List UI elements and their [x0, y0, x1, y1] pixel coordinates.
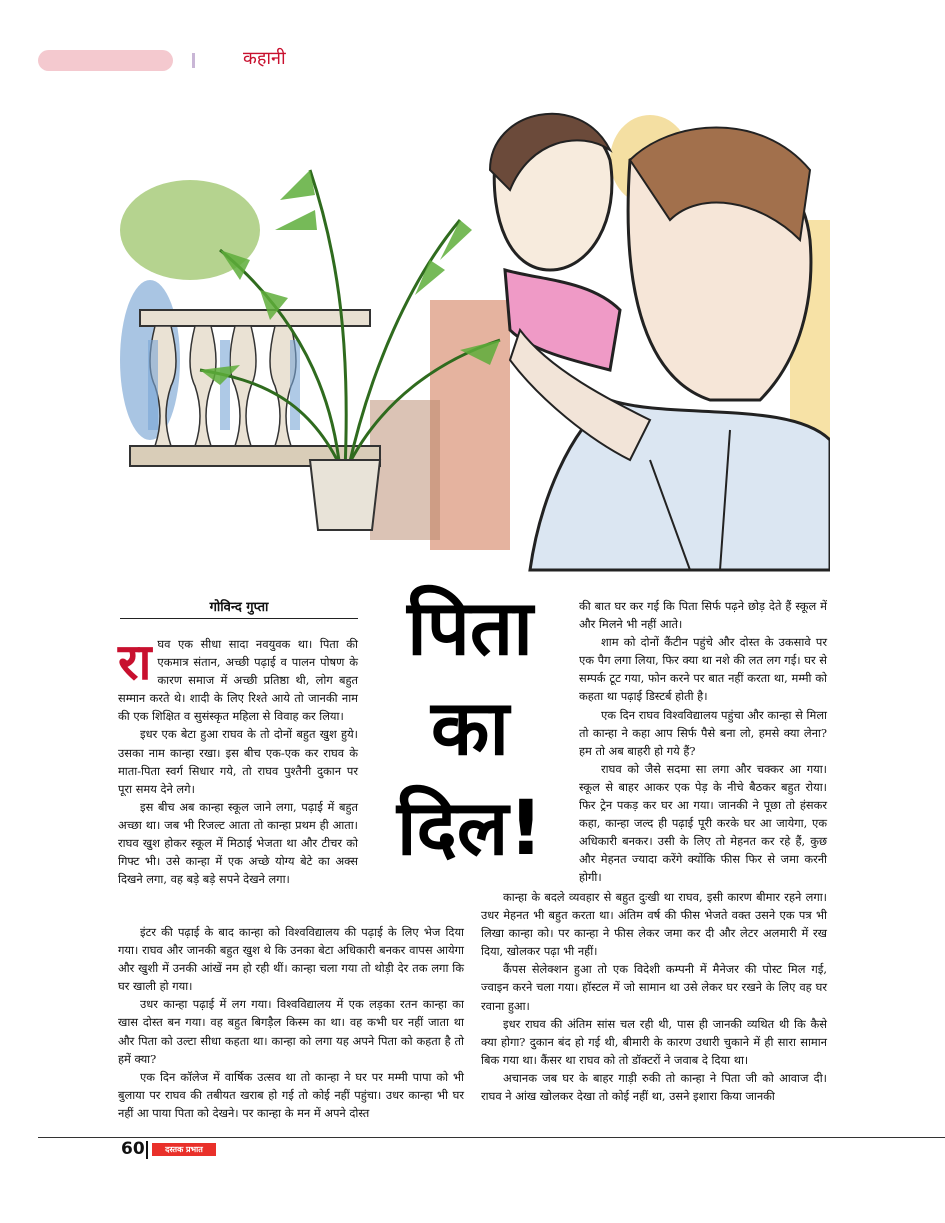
paragraph: इस बीच अब कान्हा स्कूल जाने लगा, पढ़ाई में बहुत अच्छा था। जब भी रिजल्ट आता तो कान्हा प्रथम ही आता। राघव खुश होकर स्कूल में मिठाई भेजता था और टीचर को गिफ्ट भी। उसे कान्हा में एक अच्छे योग्य बेटे का अक्स दिखने लगा, वह बड़े बड़े सपने देखने लगा। — [118, 799, 358, 887]
section-label: कहानी — [243, 48, 286, 69]
paragraph: राघव को जैसे सदमा सा लगा और चक्कर आ गया। स्कूल से बाहर आकर एक पेड़ के नीचे बैठकर बहुत रोया। फिर ट्रेन पकड़ कर घर आ गया। जानकी ने पूछा तो हंसकर कहा, कान्हा जल्द ही पढ़ाई पूरी करके घर आ जायेगा, एक अधिकारी बनकर। उसी के लिए तो मेहनत कर रहे हैं, कुछ और मेहनत ज्यादा करेंगे क्योंकि फीस फिर से जमा करनी होगी। — [579, 761, 827, 885]
column-right-top — [579, 597, 827, 887]
footer-separator — [146, 1141, 148, 1159]
paragraph: कैंपस सेलेक्शन हुआ तो एक विदेशी कम्पनी में मैनेजर की पोस्ट मिल गई, ज्वाइन करने चला गया। हॉस्टल में जो सामान था उसे लेकर घर रखने के लिए वह घर रवाना हुआ। — [481, 962, 827, 1013]
paragraph: की बात घर कर गई कि पिता सिर्फ पढ़ने छोड़ देते हैं स्कूल में और मिलने भी नहीं आते। — [579, 599, 827, 632]
paragraph: इधर राघव की अंतिम सांस चल रही थी, पास ही जानकी व्यथित थी कि कैसे क्या होगा? दुकान बंद हो गई थी, बीमारी के कारण उधारी चुकाने में ही सारा सामान बिक गया था। कैंसर था राघव को तो डॉक्टरों ने जवाब दे दिया था। — [481, 1016, 827, 1067]
paragraph: घव एक सीधा सादा नवयुवक था। पिता की एकमात्र संतान, अच्छी पढ़ाई व पालन पोषण के कारण समाज में अच्छी प्रतिष्ठा थी, लोग बहुत सम्मान करते थे। शादी के लिए रिश्ते आये तो जानकी नाम की एक शिक्षित व सुसंस्कृत महिला से विवाह कर लिया। — [118, 637, 358, 724]
paragraph: उधर कान्हा पढ़ाई में लग गया। विश्वविद्यालय में एक लड़का रतन कान्हा का खास दोस्त बन गया। वह बहुत बिगड़ैल किस्म का था। वह कभी घर नहीं जाता था और पिता को उल्टा सीधा कहता था। कान्हा को लगा यह अपने पिता को कहता है तो हमें क्या? — [118, 997, 464, 1066]
paragraph: अचानक जब घर के बाहर गाड़ी रुकी तो कान्हा ने पिता जी को आवाज दी। राघव ने आंख खोलकर देखा तो कोई नहीं था, उसने इशारा किया जानकी — [481, 1070, 827, 1104]
column-right-bottom — [481, 888, 827, 1105]
header-divider — [192, 53, 195, 68]
title-line-1: पिता — [407, 583, 533, 672]
paragraph: शाम को दोनों कैंटीन पहुंचे और दोस्त के उकसावे पर एक पैग लगा लिया, फिर क्या था नशे की लत लग गई। घर से सम्पर्क टूट गया, फोन करने पर बात नहीं करता था, मम्मी को कहता था पढ़ाई डिस्टर्ब होती है। — [579, 635, 827, 704]
header-pill — [38, 50, 173, 71]
brand-logo: दस्तक प्रभात — [152, 1143, 216, 1156]
page-number: 60 — [121, 1139, 145, 1159]
story-title — [385, 578, 555, 878]
drop-cap: रा — [118, 633, 152, 691]
author-name: गोविन्द गुप्ता — [120, 597, 358, 619]
title-line-2: का — [430, 683, 510, 772]
paragraph: एक दिन कॉलेज में वार्षिक उत्सव था तो कान्हा ने घर पर मम्मी पापा को भी बुलाया पर राघव की तबीयत खराब हो गई तो कोई नहीं पहुंचा। उधर कान्हा भी घर नहीं आ पाया पिता को देखने। पर कान्हा के मन में अपने दोस्त — [118, 1069, 464, 1120]
paragraph: एक दिन राघव विश्वविद्यालय पहुंचा और कान्हा से मिला तो कान्हा ने कहा आप सिर्फ पैसे बना लो, हमसे क्या लेना? हम तो अब बाहरी हो गये हैं? — [579, 707, 827, 758]
title-line-3: दिल! — [396, 783, 544, 872]
father-daughter-sketch-icon — [110, 100, 830, 580]
footer-rule — [38, 1137, 945, 1138]
paragraph: कान्हा के बदले व्यवहार से बहुत दुःखी था राघव, इसी कारण बीमार रहने लगा। उधर मेहनत भी बहुत करता था। अंतिम वर्ष की फीस भेजते वक्त उसने एक पत्र भी लिखा कान्हा को। पर कान्हा ने फीस लेकर जमा कर दी और लेटर अलमारी में रख दिया, खोलकर पढ़ा भी नहीं। — [481, 890, 827, 959]
column-left-top — [118, 635, 358, 888]
paragraph: इधर एक बेटा हुआ राघव के तो दोनों बहुत खुश हुये। उसका नाम कान्हा रखा। इस बीच एक-एक कर राघव के माता-पिता स्वर्ग सिधार गये, तो राघव पुश्तैनी दुकान पर पूरा समय देने लगे। — [118, 727, 358, 796]
paragraph: इंटर की पढ़ाई के बाद कान्हा को विश्वविद्यालय की पढ़ाई के लिए भेज दिया गया। राघव और जानकी बहुत खुश थे कि उनका बेटा अधिकारी बनकर वापस आयेगा और खुशी में उनकी आंखें नम हो रही थीं। कान्हा चला गया तो थोड़ी देर तक लगा कि घर खाली हो गया। — [118, 925, 464, 994]
column-left-bottom — [118, 923, 464, 1122]
